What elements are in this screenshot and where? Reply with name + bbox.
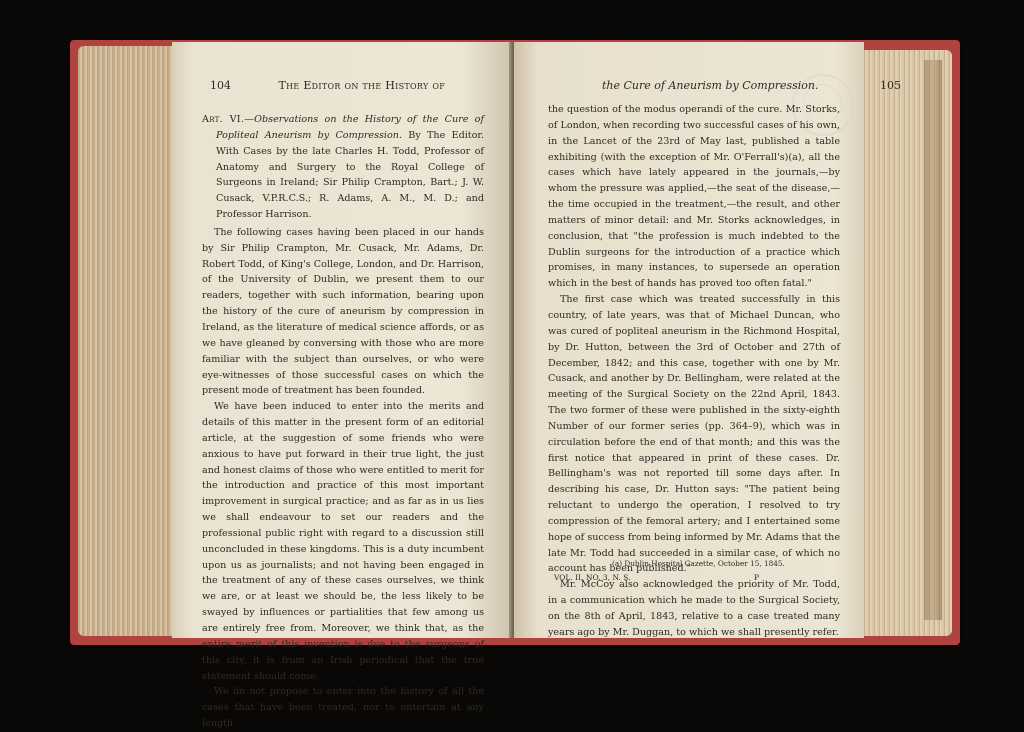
left-body (202, 112, 484, 732)
left-page-number: 104 (210, 79, 231, 92)
right-running-head (602, 79, 901, 92)
right-running-title: the Cure of Aneurism by Compression. (602, 79, 819, 92)
right-page-number: 105 (879, 79, 901, 92)
paragraph: the question of the modus operandi of the cure. Mr. Storks, of London, when recording two successful cases of his own, in the Lancet of the 23rd of May last, published a table exhibiting (with the exception of Mr. O'Ferrall's)(a), all the cases which have lately appeared in the journals,—by whom the pressure was applied,—the seat of the disease,—the time occupied in the treatment,—the result, and other matters of minor detail: and Mr. Storks acknowledges, in conclusion, that "the profession is much indebted to the Dublin surgeons for the introduction of a practice which promises, in many instances, to supersede an operation which in the best of hands has proved too often fatal." (548, 104, 840, 290)
article-title: Observations on the History of the Cure of Popliteal Aneurism by Compression. (216, 114, 485, 141)
article-number: Art. VI.— (202, 114, 255, 125)
footnote: (a) Dublin Hospital Gazette, October 15, 1845. (612, 559, 785, 568)
left-page-edges (78, 46, 174, 636)
right-page (514, 42, 901, 638)
left-page (172, 42, 512, 730)
paragraph: We have been induced to enter into the merits and details of this matter in the present form of an editorial article, at the suggestion of some friends who were anxious to have put forward in their true light, the just and honest claims of those who were entitled to merit for the introduction and practice of this most important improvement in surgical practice; and as far as in us lies we shall endeavour to set our readers and the professional public right with regard to a discussion still unconcluded in these kingdoms. This is a duty incumbent upon us as journalists; and not having been engaged in the treatment of any of these cases ourselves, we think we are, or at least we should be, the less likely to be swayed by influences or partialities that few among us are entirely free from. Moreover, we think that, as the entire merit of this invention is due to the surgeons of this city, it is from an Irish periodical that the true statement should come. (202, 401, 484, 682)
gathering-letter: P (754, 573, 760, 582)
paragraph: Mr. McCoy also acknowledged the priority of Mr. Todd, in a communication which he made to the Surgical Society, on the 8th of April, 1843, relative to a case treated many years ago by Mr. Duggan, to which we shall presently refer. (548, 579, 840, 638)
paragraph: The following cases having been placed in our hands by Sir Philip Crampton, Mr. Cusack, Mr. Adams, Dr. Robert Todd, of King's College, London, and Dr. Harrison, of the University of Dublin, we present them to our readers, together with such information, bearing upon the history of the cure of aneurism by compression in Ireland, as the literature of medical science affords, or as we have gleaned by conversing with those who are more familiar with the subject than ourselves, or who were eye-witnesses of those successful cases on which the present mode of treatment has been founded. (202, 226, 484, 397)
article-byline: By The Editor. With Cases by the late Charles H. Todd, Professor of Anatomy and Surgery to the Royal College of Surgeons in Ireland; Sir Philip Crampton, Bart.; J. W. Cusack, V.P.R.C.S.; R. Adams, A. M., M. D.; and Professor Harrison. (216, 129, 484, 221)
left-running-title: The Editor on the History of (278, 79, 446, 92)
paragraph: We do not propose to enter into the history of all the cases that have been treated, nor to entertain at any length (202, 686, 484, 730)
article-heading (202, 112, 484, 223)
paragraph: The first case which was treated successfully in this country, of late years, was that of Michael Duncan, who was cured of popliteal aneurism in the Richmond Hospital, by Dr. Hutton, between the 3rd of October and 27th of December, 1842; and this case, together with one by Mr. Cusack, and another by Dr. Bellingham, were related at the meeting of the Surgical Society on the 22nd April, 1843. The two former of these were published in the sixty-eighth Number of our former series (pp. 364–9), which was in circulation before the end of that month; and this was the first notice that appeared in print of these cases. Dr. Bellingham's was not reported till some days after. In describing his case, Dr. Hutton says: "The patient being reluctant to undergo the operation, I resolved to try compression of the femoral artery; and I entertained some hope of success from being informed by Mr. Adams that the late Mr. Todd had succeeded in a similar case, of which no account has been published." (548, 294, 840, 575)
signature-mark: VOL. II. NO. 3, N. S. (554, 573, 631, 582)
right-page-edges (862, 50, 952, 636)
left-running-head (210, 79, 445, 92)
